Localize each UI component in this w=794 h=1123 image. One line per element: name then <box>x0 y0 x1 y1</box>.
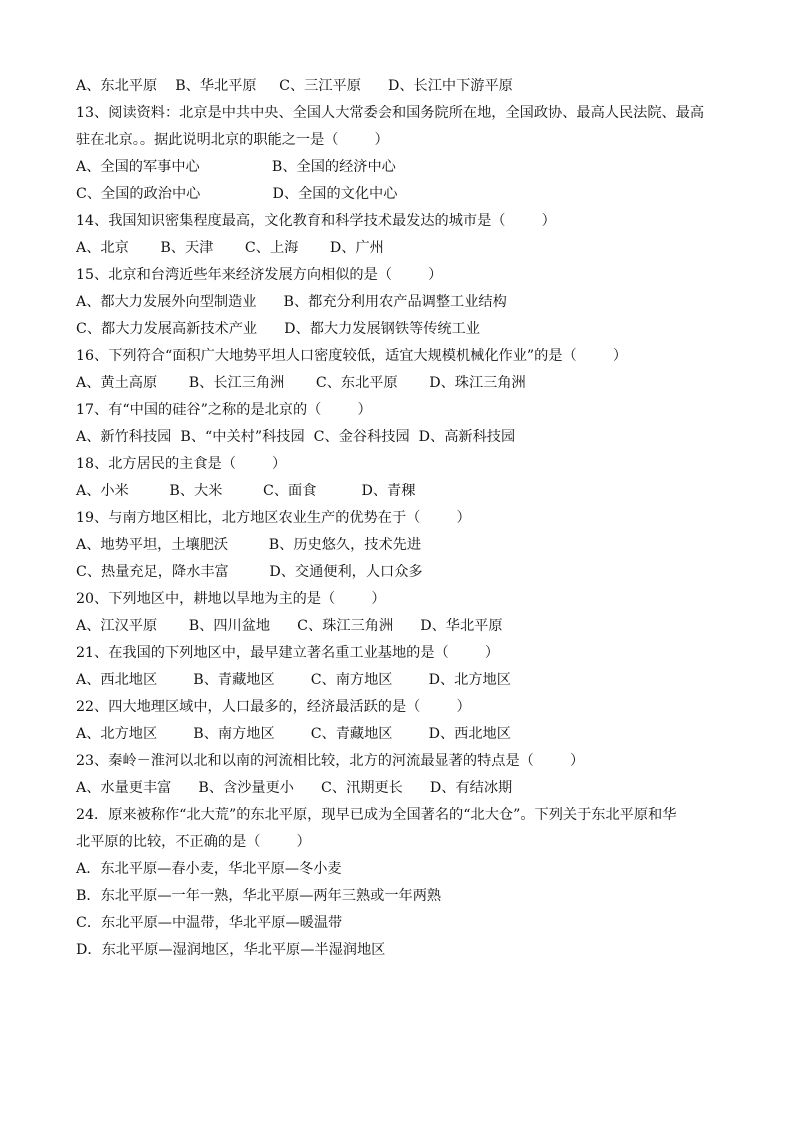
question-19: 19、与南方地区相比，北方地区农业生产的优势在于（ ） <box>76 510 471 526</box>
option-line: C．东北平原—中温带，华北平原—暖温带 <box>76 915 343 931</box>
option-line: A、都大力发展外向型制造业 B、都充分利用农产品调整工业结构 <box>76 294 507 310</box>
option-line: A、江汉平原 B、四川盆地 C、珠江三角洲 D、华北平原 <box>76 618 503 634</box>
option-line: A、西北地区 B、青藏地区 C、南方地区 D、北方地区 <box>76 672 511 688</box>
option-line: A、地势平坦，土壤肥沃 B、历史悠久，技术先进 <box>76 537 422 553</box>
question-22: 22、四大地理区域中，人口最多的，经济最活跃的是（ ） <box>76 699 471 715</box>
option-line: A、水量更丰富 B、含沙量更小 C、汛期更长 D、有结冰期 <box>76 780 513 796</box>
option-line: A、全国的军事中心 B、全国的经济中心 <box>76 159 396 175</box>
option-line: D．东北平原—湿润地区，华北平原—半湿润地区 <box>76 942 386 958</box>
question-24: 24．原来被称作“北大荒”的东北平原，现早已成为全国著名的“北大仓”。下列关于东北平原和华 <box>76 807 677 823</box>
question-18: 18、北方居民的主食是（ ） <box>76 456 287 472</box>
option-line: C、全国的政治中心 D、全国的文化中心 <box>76 186 398 202</box>
option-line: A、东北平原 B、华北平原 C、三江平原 D、长江中下游平原 <box>76 78 513 94</box>
option-line: B．东北平原—一年一熟，华北平原—两年三熟或一年两熟 <box>76 888 442 904</box>
option-line: C、热量充足，降水丰富 D、交通便利，人口众多 <box>76 564 423 580</box>
question-21: 21、在我国的下列地区中，最早建立著名重工业基地的是（ ） <box>76 645 500 661</box>
option-line: C、都大力发展高新技术产业 D、都大力发展钢铁等传统工业 <box>76 321 480 337</box>
option-line: A、北方地区 B、南方地区 C、青藏地区 D、西北地区 <box>76 726 511 742</box>
question-20: 20、下列地区中，耕地以旱地为主的是（ ） <box>76 591 386 607</box>
question-14: 14、我国知识密集程度最高，文化教育和科学技术最发达的城市是（ ） <box>76 213 556 229</box>
question-23: 23、秦岭－淮河以北和以南的河流相比较，北方的河流最显著的特点是（ ） <box>76 753 585 769</box>
option-line: A．东北平原—春小麦，华北平原—冬小麦 <box>76 861 342 877</box>
question-text: 驻在北京。。据此说明北京的职能之一是（ ） <box>76 132 389 148</box>
option-line: A、黄土高原 B、长江三角洲 C、东北平原 D、珠江三角洲 <box>76 375 526 391</box>
option-line: A、小米 B、大米 C、面食 D、青稞 <box>76 483 416 499</box>
question-16: 16、下列符合“面积广大地势平坦人口密度较低，适宜大规模机械化作业”的是（ ） <box>76 348 628 364</box>
question-13: 13、阅读资料：北京是中共中央、全国人大常委会和国务院所在地，全国政协、最高人民法院、最高 <box>76 105 705 121</box>
question-17: 17、有“中国的硅谷”之称的是北京的（ ） <box>76 402 372 418</box>
question-text: 北平原的比较，不正确的是（ ） <box>76 834 311 850</box>
option-line: A、北京 B、天津 C、上海 D、广州 <box>76 240 384 256</box>
question-15: 15、北京和台湾近些年来经济发展方向相似的是（ ） <box>76 267 443 283</box>
option-line: A、新竹科技园 B、“中关村”科技园 C、金谷科技园 D、高新科技园 <box>76 429 516 445</box>
